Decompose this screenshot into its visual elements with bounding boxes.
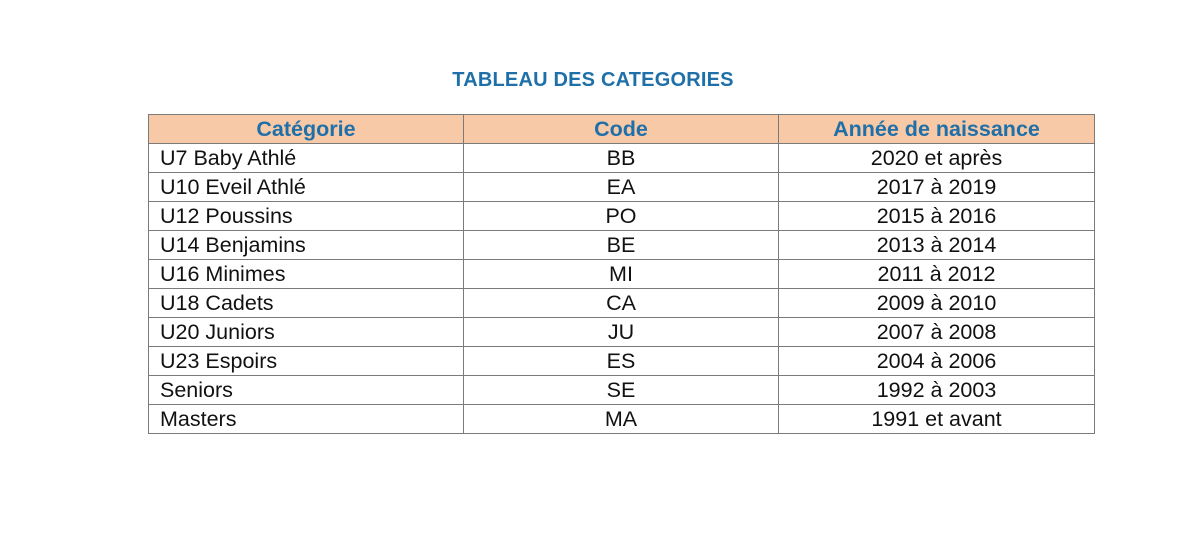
- categories-table: [148, 114, 1095, 434]
- header-code: Code: [464, 115, 779, 144]
- cell-categorie: U16 Minimes: [149, 260, 464, 289]
- cell-categorie: U10 Eveil Athlé: [149, 173, 464, 202]
- table-row: [149, 376, 1095, 405]
- page-title: TABLEAU DES CATEGORIES: [452, 69, 734, 91]
- cell-annee: 1991 et avant: [779, 405, 1095, 434]
- table-row: [149, 318, 1095, 347]
- table-header-row: [149, 115, 1095, 144]
- cell-code: BB: [464, 144, 779, 173]
- cell-annee: 2017 à 2019: [779, 173, 1095, 202]
- cell-annee: 2009 à 2010: [779, 289, 1095, 318]
- cell-code: MA: [464, 405, 779, 434]
- header-annee-de-naissance: Année de naissance: [779, 115, 1095, 144]
- cell-categorie: U12 Poussins: [149, 202, 464, 231]
- cell-annee: 1992 à 2003: [779, 376, 1095, 405]
- cell-categorie: U7 Baby Athlé: [149, 144, 464, 173]
- table-row: [149, 405, 1095, 434]
- cell-categorie: U14 Benjamins: [149, 231, 464, 260]
- cell-code: MI: [464, 260, 779, 289]
- table-row: [149, 144, 1095, 173]
- table-row: [149, 202, 1095, 231]
- cell-annee: 2015 à 2016: [779, 202, 1095, 231]
- cell-code: CA: [464, 289, 779, 318]
- cell-annee: 2011 à 2012: [779, 260, 1095, 289]
- table-row: [149, 173, 1095, 202]
- cell-annee: 2013 à 2014: [779, 231, 1095, 260]
- cell-categorie: Masters: [149, 405, 464, 434]
- cell-categorie: U20 Juniors: [149, 318, 464, 347]
- table-row: [149, 289, 1095, 318]
- cell-categorie: Seniors: [149, 376, 464, 405]
- cell-categorie: U18 Cadets: [149, 289, 464, 318]
- cell-annee: 2020 et après: [779, 144, 1095, 173]
- table-row: [149, 260, 1095, 289]
- header-categorie: Catégorie: [149, 115, 464, 144]
- cell-code: SE: [464, 376, 779, 405]
- table-row: [149, 347, 1095, 376]
- cell-code: EA: [464, 173, 779, 202]
- cell-categorie: U23 Espoirs: [149, 347, 464, 376]
- cell-code: BE: [464, 231, 779, 260]
- cell-annee: 2007 à 2008: [779, 318, 1095, 347]
- cell-code: ES: [464, 347, 779, 376]
- cell-code: PO: [464, 202, 779, 231]
- table-row: [149, 231, 1095, 260]
- cell-code: JU: [464, 318, 779, 347]
- cell-annee: 2004 à 2006: [779, 347, 1095, 376]
